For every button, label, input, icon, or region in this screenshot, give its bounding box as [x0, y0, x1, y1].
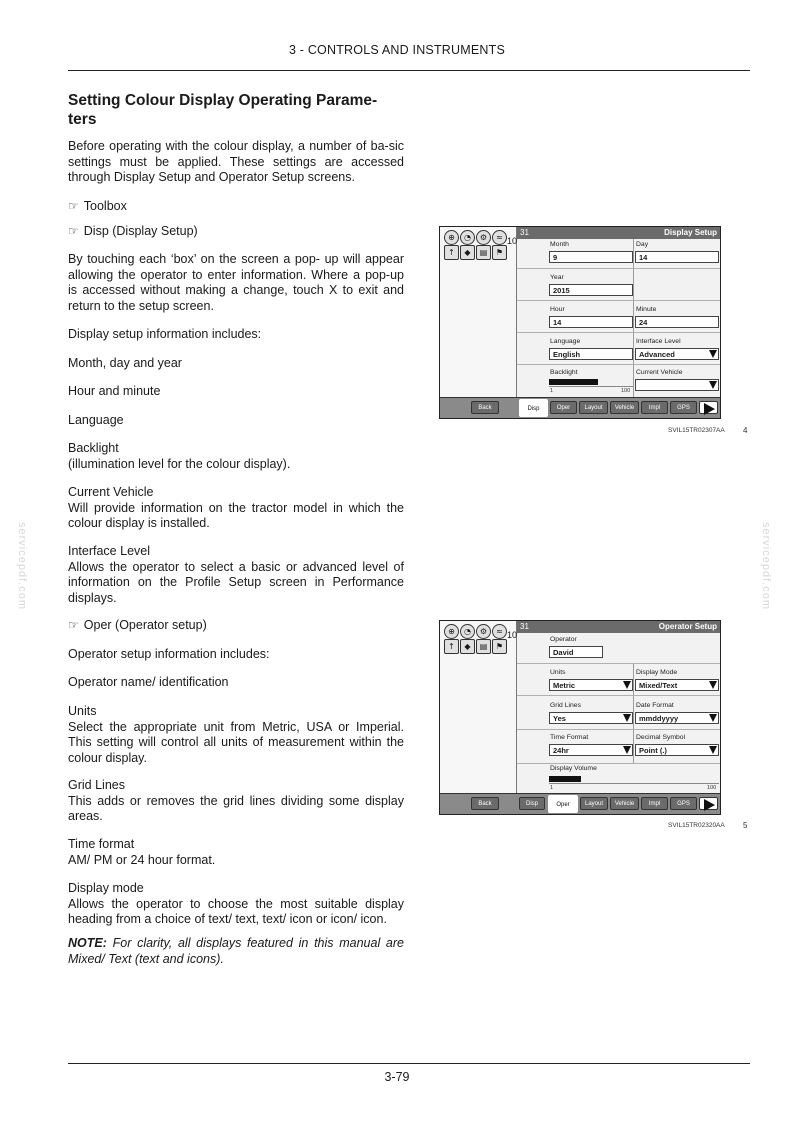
interface-level-value: Advanced: [639, 350, 675, 359]
layout-tab[interactable]: Layout: [580, 797, 608, 810]
globe-icon: ⊕: [444, 230, 459, 245]
vt-icon: ▤: [476, 639, 491, 654]
time-format-label: Time Format: [550, 734, 589, 741]
counter-label: 10: [507, 630, 518, 640]
figure2-caption: SVIL15TR02320AA: [668, 822, 725, 829]
footer-rule: [68, 1063, 750, 1064]
language-label: Language: [550, 338, 581, 345]
ref-oper: [68, 618, 404, 634]
item-timefmt: [68, 837, 404, 868]
operator-field[interactable]: David: [549, 646, 603, 658]
diamond-icon: ◆: [460, 639, 475, 654]
gauge-icon: ◔: [460, 230, 475, 245]
gps-tab[interactable]: GPS: [670, 401, 697, 414]
year-field[interactable]: 2015: [549, 284, 633, 296]
item-interface-desc: Allows the operator to select a basic or advanced level of information on the Profile Setup screen in Performance displays.: [68, 559, 404, 605]
backlight-slider[interactable]: [549, 379, 633, 387]
next-button[interactable]: [699, 401, 718, 414]
item-vehicle-desc: Will provide information on the tractor model in which the colour display is installed.: [68, 500, 404, 530]
column-divider: [633, 239, 634, 397]
dropdown-arrow-icon: [709, 746, 717, 754]
backlight-level-bar: [549, 379, 598, 385]
decimal-symbol-label: Decimal Symbol: [636, 734, 686, 741]
dropdown-arrow-icon: [709, 714, 717, 722]
screen-button-row: [440, 793, 720, 814]
gauge-icon: ◔: [460, 624, 475, 639]
pointing-hand-icon: ☞: [68, 618, 79, 632]
item-dispmode-desc: Allows the operator to choose the most suitable display heading from a choice of text/ text, text/ icon or icon/ icon.: [68, 896, 404, 926]
item-units-desc: Select the appropriate unit from Metric, USA or Imperial. This setting will control all units of measurement within the colour display.: [68, 719, 404, 765]
touch-text: By touching each ‘box’ on the screen a pop- up will appear allowing the operator to enter information. Where a pop-up is accessed without making a change, touch X to exit and return to the setup screen.: [68, 252, 404, 313]
item-date: Month, day and year: [68, 356, 182, 370]
units-dropdown[interactable]: [549, 679, 633, 691]
row-divider: [517, 364, 720, 365]
ref-disp: [68, 224, 404, 240]
grid-lines-value: Yes: [553, 714, 566, 723]
item-interface-head: Interface Level: [68, 544, 150, 558]
pointing-hand-icon: ☞: [68, 224, 79, 238]
interface-level-label: Interface Level: [636, 338, 681, 345]
date-format-label: Date Format: [636, 702, 674, 709]
date-format-value: mmddyyyy: [639, 714, 679, 723]
display-mode-label: Display Mode: [636, 669, 678, 676]
decimal-symbol-dropdown[interactable]: [635, 744, 719, 756]
ref-disp-text: Disp (Display Setup): [83, 224, 198, 238]
current-vehicle-label: Current Vehicle: [636, 369, 683, 376]
tractor-icon: ⚑: [492, 245, 507, 260]
item-dispmode-head: Display mode: [68, 881, 144, 895]
ref-toolbox-text: Toolbox: [83, 199, 127, 213]
month-field[interactable]: 9: [549, 251, 633, 263]
display-volume-label: Display Volume: [550, 765, 597, 772]
next-button[interactable]: [699, 797, 718, 810]
intro-paragraph: [68, 139, 404, 186]
minute-field[interactable]: 24: [635, 316, 719, 328]
language-field[interactable]: English: [549, 348, 633, 360]
item-vehicle: [68, 485, 404, 532]
dropdown-arrow-icon: [623, 746, 631, 754]
item-opname: Operator name/ identification: [68, 675, 229, 689]
tractor-icon: ⚑: [492, 639, 507, 654]
item-units: [68, 704, 404, 766]
diamond-icon: ◆: [460, 245, 475, 260]
page-number: 3-79: [384, 1070, 410, 1084]
back-button[interactable]: Back: [471, 401, 499, 414]
status-icon-cluster: [440, 621, 516, 653]
screen-title-bar: [517, 227, 720, 239]
hour-label: Hour: [550, 306, 565, 313]
row-divider: [517, 663, 720, 664]
ref-oper-text: Oper (Operator setup): [83, 618, 207, 632]
volume-scale-max: 100: [707, 785, 717, 791]
item-vehicle-head: Current Vehicle: [68, 485, 154, 499]
touch-paragraph: [68, 252, 404, 314]
current-vehicle-dropdown[interactable]: [635, 379, 719, 391]
row-divider: [517, 695, 720, 696]
signal-icon: ≈: [492, 230, 507, 245]
item-grid: [68, 778, 404, 825]
month-label: Month: [550, 241, 569, 248]
item-interface: [68, 544, 404, 606]
section-title-line1: Setting Colour Display Operating Parame-: [68, 92, 378, 109]
section-title-line2: ters: [68, 111, 97, 128]
vehicle-tab[interactable]: Vehicle: [610, 401, 639, 414]
gps-tab[interactable]: GPS: [670, 797, 697, 810]
backlight-label: Backlight: [550, 369, 578, 376]
item-time: Hour and minute: [68, 384, 161, 398]
item-timefmt-desc: AM/ PM or 24 hour format.: [68, 852, 216, 867]
signal-icon: ≈: [492, 624, 507, 639]
grid-lines-dropdown[interactable]: [549, 712, 633, 724]
figure2-number: 5: [743, 821, 748, 830]
pointing-hand-icon: ☞: [68, 199, 79, 213]
vt-icon: ▤: [476, 245, 491, 260]
dropdown-arrow-icon: [709, 681, 717, 689]
decimal-symbol-value: Point (.): [639, 746, 667, 755]
oper-info: Operator setup information includes:: [68, 647, 270, 661]
impl-tab[interactable]: Impl: [641, 401, 668, 414]
dropdown-arrow-icon: [709, 350, 717, 358]
screen-number: 31: [520, 228, 529, 237]
globe-icon: ⊕: [444, 624, 459, 639]
note-label: NOTE:: [68, 936, 107, 950]
year-label: Year: [550, 274, 564, 281]
row-divider: [517, 763, 720, 764]
backlight-scale-min: 1: [550, 388, 554, 394]
volume-scale-min: 1: [550, 785, 554, 791]
units-value: Metric: [553, 681, 576, 690]
oper-tab[interactable]: Oper: [548, 795, 578, 813]
display-volume-level-bar: [549, 776, 581, 782]
time-format-value: 24hr: [553, 746, 569, 755]
counter-label: 10: [507, 236, 518, 246]
day-label: Day: [636, 241, 649, 248]
dropdown-arrow-icon: [623, 681, 631, 689]
watermark-right: servicepdf.com: [759, 522, 772, 610]
header-rule: [68, 70, 750, 71]
disp-info: Display setup information includes:: [68, 327, 262, 341]
minute-label: Minute: [636, 306, 657, 313]
play-arrow-icon: [704, 799, 715, 811]
interface-level-dropdown[interactable]: [635, 348, 719, 360]
display-volume-slider[interactable]: [549, 776, 719, 784]
item-grid-desc: This adds or removes the grid lines dividing some display areas.: [68, 793, 404, 823]
vehicle-tab[interactable]: Vehicle: [610, 797, 639, 810]
dropdown-arrow-icon: [623, 714, 631, 722]
status-icon-cluster: [440, 227, 516, 259]
section-title: [68, 91, 404, 129]
figure1-caption: SVIL15TR02307AA: [668, 427, 725, 434]
time-format-dropdown[interactable]: [549, 744, 633, 756]
gear-icon: ⚙: [476, 230, 491, 245]
row-divider: [517, 268, 720, 269]
screen-title-bar: [517, 621, 720, 633]
item-dispmode: [68, 881, 404, 928]
note: [68, 936, 404, 967]
play-arrow-icon: [704, 403, 715, 415]
item-backlight: [68, 441, 404, 472]
operator-label: Operator: [550, 636, 577, 643]
hour-field[interactable]: 14: [549, 316, 633, 328]
display-mode-value: Mixed/Text: [639, 681, 678, 690]
back-button[interactable]: Back: [471, 797, 499, 810]
ref-toolbox: [68, 199, 404, 215]
row-divider: [517, 300, 720, 301]
disp-tab[interactable]: Disp: [519, 399, 548, 417]
gear-icon: ⚙: [476, 624, 491, 639]
grid-lines-label: Grid Lines: [550, 702, 581, 709]
item-units-head: Units: [68, 704, 97, 718]
screen-button-row: [440, 397, 720, 418]
layout-tab[interactable]: Layout: [579, 401, 608, 414]
disp-tab[interactable]: Disp: [519, 797, 545, 810]
row-divider: [517, 332, 720, 333]
operator-setup-screen: [439, 620, 721, 815]
item-grid-head: Grid Lines: [68, 778, 125, 792]
intro-text: Before operating with the colour display, a number of ba-sic settings must be applied. These settings are accessed through Display Setup and Operator Setup screens.: [68, 139, 404, 184]
dropdown-arrow-icon: [709, 381, 717, 389]
backlight-scale-max: 100: [621, 388, 631, 394]
figure1-number: 4: [743, 426, 748, 435]
item-timefmt-head: Time format: [68, 837, 135, 851]
date-format-dropdown[interactable]: [635, 712, 719, 724]
screen-number: 31: [520, 622, 529, 631]
row-divider: [517, 729, 720, 730]
watermark-left: servicepdf.com: [15, 522, 28, 610]
item-backlight-head: Backlight: [68, 441, 119, 455]
day-field[interactable]: 14: [635, 251, 719, 263]
display-mode-dropdown[interactable]: [635, 679, 719, 691]
oper-tab[interactable]: Oper: [550, 401, 577, 414]
up-arrow-icon: ↑: [444, 639, 459, 654]
display-setup-screen: [439, 226, 721, 419]
note-text: For clarity, all displays featured in this manual are Mixed/ Text (text and icons).: [68, 936, 404, 966]
column-divider: [633, 663, 634, 763]
item-backlight-desc: (illumination level for the colour display).: [68, 456, 291, 471]
page-header: 3 - CONTROLS AND INSTRUMENTS: [288, 43, 506, 57]
units-label: Units: [550, 669, 566, 676]
item-language: Language: [68, 413, 124, 427]
screen-title: Display Setup: [664, 228, 717, 237]
impl-tab[interactable]: Impl: [641, 797, 668, 810]
screen-title: Operator Setup: [658, 622, 717, 631]
up-arrow-icon: ↑: [444, 245, 459, 260]
